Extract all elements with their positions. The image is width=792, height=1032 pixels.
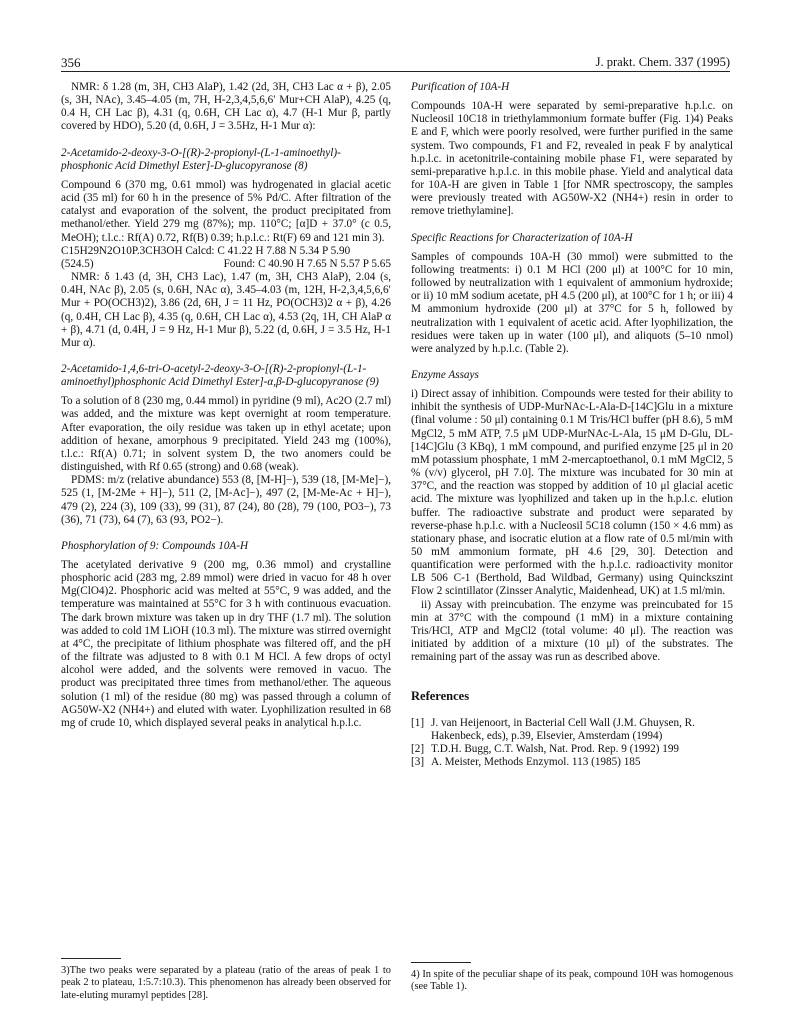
compound-8-found: Found: C 40.90 H 7.65 N 5.57 P 5.65	[223, 257, 391, 270]
enzyme-assay-paragraph-1: i) Direct assay of inhibition. Compounds were tested for their ability to inhibit the synthesis of UDP-MurNAc-L-Ala-D-[14C]Glu in a mixture (final volume : 50 μl) containing 0.1 M Tris/HCl buffer (pH 8.6), 5 mM MgCl2, 5 mM ATP, 7.5 μM UDP-MurNAc-L-Ala, 15 μM D-Glu, DL-[14C]Glu (3 KBq), 1 mM compound, and purified enzyme [25 μl in 20 mM potassium phosphate, 1 mM 2-mercaptoethanol, 0.1 mM MgCl2, 5 % (v/v) glycerol, pH 7.0]. The mixture was incubated for 30 min at 37°C, and the reaction was stopped by addition of 10 μl glacial acetic acid. The mixture was lyophilized and taken up in the h.p.l.c. elution buffer. The radioactive substrate and product were separated by reverse-phase h.p.l.c. with a Nucleosil 5C18 column (150 × 4.6 mm) as stationary phase, and isocratic elution at a flow rate of 0.5 ml/min with 50 mM ammonium formate, pH 4.6 [29, 30]. Detection and quantification were performed with the h.p.l.c. radioactivity monitor LB 506 C-1 (Berthold, Bad Wildbad, Germany) using Quinckszint Flow 2 scintillator (Zinsser Analytic, Maidenhead, UK) at 1.5 ml/min.	[411, 388, 733, 598]
reference-text: A. Meister, Methods Enzymol. 113 (1985) 185	[431, 756, 641, 769]
specific-reactions-paragraph: Samples of compounds 10A-H (30 mmol) were submitted to the following treatments: i) 0.1 M HCl (200 μl) at 100°C for 10 min, followed by neutralization with 1 equivalent of ammonium hydroxide; or ii) 10 mM sodium acetate, pH 4.5 (200 μl), at 100°C for 1 h; or iii) 4 M ammonium hydroxide (200 μl) at 37°C for 5 h, followed by neutralization with 1 equivalent of acetic acid. After lyophilization, the residues were taken up in water (100 μl), and aliquots (5–10 nmol) were analyzed by h.p.l.c. (Table 2).	[411, 250, 733, 355]
compound-8-mass: (524.5)	[61, 257, 94, 270]
reference-text: T.D.H. Bugg, C.T. Walsh, Nat. Prod. Rep. 9 (1992) 199	[431, 742, 680, 755]
compound-9-paragraph: To a solution of 8 (230 mg, 0.44 mmol) in pyridine (9 ml), Ac2O (2.7 ml) was added, and the mixture was kept overnight at room temperature. After evaporation, the oily residue was taken up in ethyl acetate; upon addition of hexane, amorphous 9 precipitated. Yield 243 mg (100%), t.l.c.: Rf(A) 0.71; in solvent system D, the two anomers could be distinguished, with Rf 0.65 (strong) and 0.68 (weak).	[61, 395, 391, 474]
reference-item	[411, 743, 733, 756]
page-number: 356	[61, 55, 81, 70]
compound-8-formula-found-row	[61, 258, 391, 271]
reference-number: [3]	[411, 756, 425, 769]
reference-number: [2]	[411, 742, 425, 755]
footnote-rule	[61, 958, 121, 959]
pdms-paragraph: PDMS: m/z (relative abundance) 553 (8, [M-H]−), 539 (18, [M-Me]−), 525 (1, [M-2Me + H]−), 511 (2, [M-Ac]−), 497 (2, [M-Me-Ac + H]−), 479 (2), 224 (3), 109 (33), 99 (31), 87 (24), 80 (28), 79 (100, PO3−), 73 (36), 71 (73), 64 (7), 63 (93, PO2−).	[61, 474, 391, 526]
footnote-rule	[411, 962, 471, 963]
enzyme-assay-paragraph-2: ii) Assay with preincubation. The enzyme was preincubated for 15 min at 37°C with the compound (1 mM) in a mixture containing Tris/HCl, ATP and MgCl2 (total volume: 40 μl). The reaction was initiated by addition of a mixture (10 μl) of the substrates. The remaining part of the assay was run as described above.	[411, 598, 733, 664]
reference-number: [1]	[411, 716, 425, 729]
left-column	[61, 81, 391, 730]
compound-8-paragraph: Compound 6 (370 mg, 0.61 mmol) was hydrogenated in glacial acetic acid (35 ml) for 60 h in the presence of 5% Pd/C. After filtration of the catalyst and evaporation of the solvent, the product precipitated from methanol/ether. Yield 279 mg (87%); mp. 110°C; [α]D + 37.0° (c 0.5, MeOH); t.l.c.: Rf(A) 0.72, Rf(B) 0.39; h.p.l.c.: Rt(F) 69 and 121 min 3).	[61, 178, 391, 244]
section-title-phosphorylation: Phosphorylation of 9: Compounds 10A-H	[61, 539, 249, 552]
journal-citation: J. prakt. Chem. 337 (1995)	[595, 55, 730, 69]
footnote-3: 3)The two peaks were separated by a plateau (ratio of the areas of peak 1 to peak 2 to plateau, 1:5.7:10.3). This phenomenon has already been observed for late-eluting muramyl peptides [28].	[61, 965, 391, 1001]
section-title-purification: Purification of 10A-H	[411, 81, 510, 93]
section-title-compound-9: 2-Acetamido-1,4,6-tri-O-acetyl-2-deoxy-3-O-[(R)-2-propionyl-(L-1-aminoethyl)phosphonic Acid Dimethyl Ester]-α,β-D-glucopyranose (9)	[61, 362, 379, 389]
right-footnote-block	[411, 962, 733, 994]
header-rule	[61, 71, 730, 72]
reference-text: J. van Heijenoort, in Bacterial Cell Wall (J.M. Ghuysen, R. Hakenbeck, eds), p.39, Elsevier, Amsterdam (1994)	[431, 716, 695, 742]
section-title-enzyme-assays: Enzyme Assays	[411, 368, 479, 381]
footnote-4: 4) In spite of the peculiar shape of its peak, compound 10H was homogenous (see Table 1).	[411, 969, 733, 993]
section-title-specific-reactions: Specific Reactions for Characterization of 10A-H	[411, 231, 633, 244]
reference-item	[411, 756, 733, 769]
nmr-paragraph-8: NMR: δ 1.43 (d, 3H, CH3 Lac), 1.47 (m, 3H, CH3 AlaP), 2.04 (s, 0.4H, NAc β), 2.05 (s, 0.6H, NAc α), 3.45–4.03 (m, 12H, H-2,3,4,5,6,6′ Mur + PO(OCH3)2), 3.86 (2d, 6H, J = 11 Hz, PO(OCH3)2 α + β), 4.26 (q, 0.4H, CH Lac β), 4.35 (q, 0.6H, CH Lac α), 4.53 (2q, 1H, CH AlaP α + β), 4.71 (d, 0.4H, J = 9 Hz, H-1 Mur β), 5.22 (d, 0.6H, J = 3.5 Hz, H-1 Mur α).	[61, 271, 391, 349]
right-column	[411, 81, 733, 769]
section-title-compound-8: 2-Acetamido-2-deoxy-3-O-[(R)-2-propionyl-(L-1-aminoethyl)-phosphonic Acid Dimethyl Ester]-D-glucopyranose (8)	[61, 146, 341, 172]
nmr-paragraph-7: NMR: δ 1.28 (m, 3H, CH3 AlaP), 1.42 (2d, 3H, CH3 Lac α + β), 2.05 (s, 3H, NAc), 3.45–4.05 (m, 7H, H-2,3,4,5,6,6′ Mur+CH AlaP), 4.25 (q, 0.4 H, CH Lac β), 4.31 (q, 0.6H, CH Lac α), 4.7 (H-1 Mur β, partly covered by HDO), 5.20 (d, 0.6H, J = 3.5Hz, H-1 Mur α):	[61, 81, 391, 133]
compound-8-formula-calcd: C15H29N2O10P.3CH3OH Calcd: C 41.22 H 7.88 N 5.34 P 5.90	[61, 244, 351, 257]
phosphorylation-paragraph: The acetylated derivative 9 (200 mg, 0.36 mmol) and crystalline phosphoric acid (283 mg, 2.89 mmol) were dried in vacuo for 48 h over Mg(ClO4)2. Phosphoric acid was melted at 55°C, 9 was added, and the temperature was maintained at 55°C for 3 h with continuous evacuation. The dark brown mixture was taken up in dry THF (1.7 ml). The solution was added to cold 1M LiOH (10.3 ml). The mixture was stirred overnight at 4°C, the precipitate of lithium phosphate was filtered off, and the pH of the filtrate was adjusted to 8 with 0.1 M HCl. A few drops of octyl alcohol were added, and the solvents were removed in vacuo. The product was precipitated three times from methanol/ether. The aqueous solution (1 ml) of the residue (80 mg) was passed through a column of AG50W-X2 (NH4+) and eluted with water. Lyophilization resulted in 68 mg of crude 10, which displayed several peaks in analytical h.p.l.c.	[61, 559, 391, 729]
left-footnote-block	[61, 958, 391, 1002]
purification-paragraph: Compounds 10A-H were separated by semi-preparative h.p.l.c. on Nucleosil 10C18 in triethylammonium formate buffer (Fig. 1)4) Peaks E and F, which were poorly resolved, were further purified in the same system. Two compounds, F1 and F2, revealed in peak F by analytical h.p.l.c. in acetonitrile-containing mobile phase F1, were separated by semi-preparative h.p.l.c. in this mobile phase. Yield and analytical data for 10A-H are given in Table 1 [for NMR spectroscopy, the samples were previously treated with AG50W-X2 (NH4+) resin in order to remove triethylamine].	[411, 100, 733, 218]
reference-item	[411, 717, 733, 743]
references-heading: References	[411, 689, 470, 704]
